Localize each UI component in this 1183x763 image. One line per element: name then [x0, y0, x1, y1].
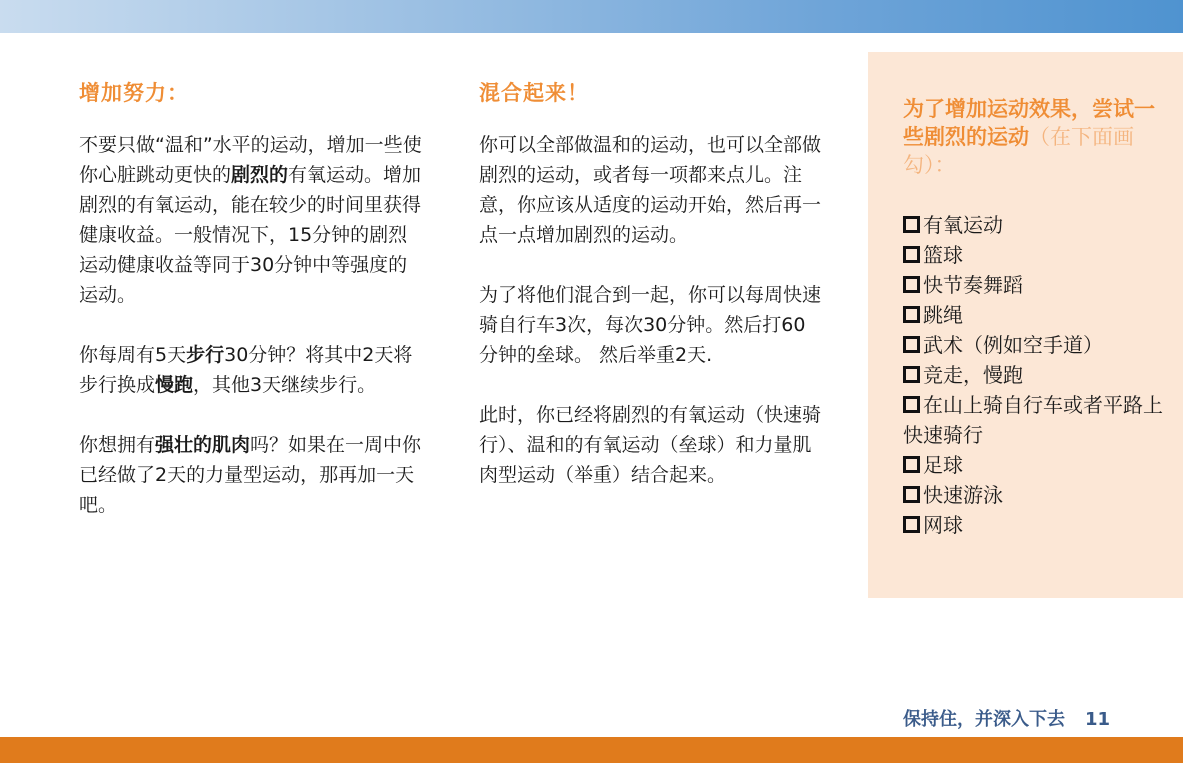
checkbox-icon[interactable]: [903, 336, 920, 353]
middle-paragraph-2: 为了将他们混合到一起，你可以每周快速骑自行车3次，每次30分钟。然后打60分钟的垒球。 然后举重2天.: [479, 284, 822, 366]
checklist-item[interactable]: 在山上骑自行车或者平路上快速骑行: [903, 393, 1163, 447]
checklist-item[interactable]: 竞走，慢跑: [903, 360, 1163, 390]
page-number: 11: [1085, 709, 1111, 730]
sidebar-panel: [868, 52, 1183, 598]
middle-paragraph-1: 你可以全部做温和的运动，也可以全部做剧烈的运动，或者每一项都来点儿。注意，你应该从适度的运动开始，然后再一点一点增加剧烈的运动。: [479, 134, 822, 246]
page-footer: [903, 705, 1110, 731]
checklist-item[interactable]: 有氧运动: [903, 210, 1163, 240]
checklist-item[interactable]: 网球: [903, 510, 1163, 540]
checkbox-icon[interactable]: [903, 516, 920, 533]
middle-column: [479, 78, 824, 520]
left-heading: 增加努力：: [79, 81, 189, 105]
left-paragraph-3: 你想拥有强壮的肌肉吗？如果在一周中你已经做了2天的力量型运动，那再加一天吧。: [79, 434, 422, 516]
middle-paragraph-3: 此时，你已经将剧烈的有氧运动（快速骑行）、温和的有氧运动（垒球）和力量肌肉型运动（举重）结合起来。: [479, 404, 822, 486]
activity-checklist: [903, 210, 1163, 540]
checkbox-icon[interactable]: [903, 246, 920, 263]
checkbox-icon[interactable]: [903, 456, 920, 473]
left-paragraph-2: 你每周有5天步行30分钟？将其中2天将步行换成慢跑，其他3天继续步行。: [79, 344, 413, 396]
checklist-item[interactable]: 武术（例如空手道）: [903, 330, 1163, 360]
checklist-item[interactable]: 篮球: [903, 240, 1163, 270]
middle-heading: 混合起来！: [479, 81, 589, 105]
checklist-item[interactable]: 快节奏舞蹈: [903, 270, 1163, 300]
top-decorative-band: [0, 0, 1183, 33]
sidebar-heading: 为了增加运动效果，尝试一些剧烈的运动（在下面画勾）：: [903, 97, 1155, 177]
checkbox-icon[interactable]: [903, 276, 920, 293]
checkbox-icon[interactable]: [903, 396, 920, 413]
checkbox-icon[interactable]: [903, 366, 920, 383]
left-paragraph-1: 不要只做“温和”水平的运动，增加一些使你心脏跳动更快的剧烈的有氧运动。增加剧烈的有氧运动，能在较少的时间里获得健康收益。一般情况下，15分钟的剧烈运动健康收益等同于30分钟中等强度的运动。: [79, 134, 422, 306]
footer-text: 保持住，并深入下去: [903, 709, 1065, 730]
checkbox-icon[interactable]: [903, 306, 920, 323]
checklist-item[interactable]: 快速游泳: [903, 480, 1163, 510]
left-column: [79, 78, 424, 550]
checklist-item[interactable]: 足球: [903, 450, 1163, 480]
checklist-item[interactable]: 跳绳: [903, 300, 1163, 330]
checkbox-icon[interactable]: [903, 486, 920, 503]
checkbox-icon[interactable]: [903, 216, 920, 233]
bottom-decorative-band: [0, 737, 1183, 763]
